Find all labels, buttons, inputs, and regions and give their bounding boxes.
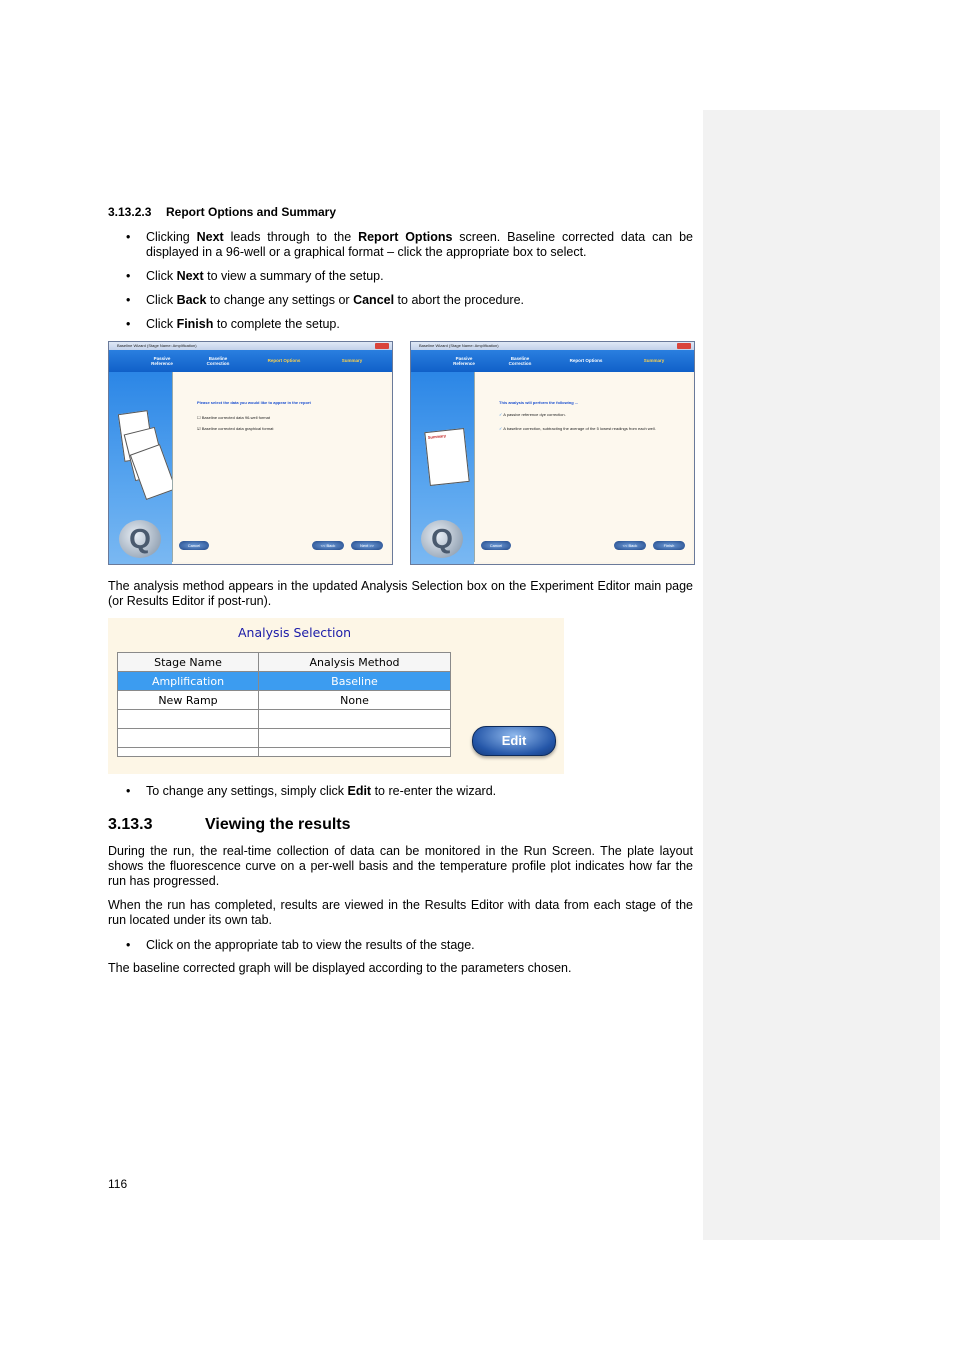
paragraph-baseline-graph: The baseline corrected graph will be displayed according to the parameters chosen. — [108, 961, 572, 975]
q-logo-icon: Q — [421, 520, 463, 558]
back-button[interactable]: << Back — [312, 541, 344, 550]
wizard-prompt: This analysis will perform the following ... — [499, 400, 579, 405]
wizard-main-panel — [474, 372, 692, 562]
bullet-list-top — [108, 230, 693, 341]
step-report-options: Report Options — [569, 358, 603, 363]
bullet-item: • To change any settings, simply click Edit to re-enter the wizard. — [108, 784, 693, 799]
wizard-steps — [411, 350, 694, 372]
table-row-empty — [118, 710, 451, 729]
bullet-item: • Click Next to view a summary of the setup. — [108, 269, 693, 284]
wizard-screenshot-summary — [410, 341, 695, 565]
section-heading-3-13-3 — [108, 816, 351, 834]
check-icon: ✓ — [499, 426, 503, 431]
bullet-list-edit — [108, 784, 693, 808]
option-graphical[interactable]: ☑ Baseline corrected data graphical format — [197, 426, 274, 431]
next-button[interactable]: Next >> — [351, 541, 383, 550]
wizard-main-panel — [172, 372, 390, 562]
bullet-item: • Clicking Next leads through to the Report Options screen. Baseline corrected data can be displayed in a 96-well or a graphical format – click the appropriate box to select. — [108, 230, 693, 260]
cell-analysis-method: Baseline — [259, 672, 451, 691]
wizard-sidebar — [411, 372, 474, 564]
summary-item: ✓ A baseline correction, subtracting the average of the 5 lowest readings from each well. — [499, 426, 656, 431]
bullet-item: • Click on the appropriate tab to view the results of the stage. — [108, 938, 693, 953]
table-row[interactable] — [118, 691, 451, 710]
step-passive-reference: Passive Reference — [453, 356, 475, 366]
report-document-icon — [130, 444, 176, 500]
summary-item: ✓ A passive reference dye correction. — [499, 412, 566, 417]
summary-label: Summary — [427, 433, 447, 440]
step-summary: Summary — [643, 358, 665, 363]
step-baseline-correction: Baseline Correction — [508, 356, 532, 366]
cell-stage-name: Amplification — [118, 672, 259, 691]
wizard-prompt: Please select the data you would like to appear in the report — [197, 400, 311, 405]
column-header-stage-name: Stage Name — [118, 653, 259, 672]
summary-document-icon — [424, 428, 469, 486]
edit-button[interactable]: Edit — [472, 726, 556, 756]
cancel-button[interactable]: Cancel — [179, 541, 209, 550]
paragraph-results-editor: When the run has completed, results are viewed in the Results Editor with data from each stage of the run located under its own tab. — [108, 898, 693, 927]
wizard-sidebar — [109, 372, 172, 564]
finish-button[interactable]: Finish — [653, 541, 685, 550]
page-number: 116 — [108, 1177, 128, 1191]
cancel-button[interactable]: Cancel — [481, 541, 511, 550]
table-row-empty — [118, 729, 451, 748]
section-number: 3.13.2.3 — [108, 205, 152, 219]
table-header-row — [118, 653, 451, 672]
step-baseline-correction: Baseline Correction — [206, 356, 230, 366]
comment-margin — [703, 110, 940, 1240]
paragraph-analysis-method: The analysis method appears in the updated Analysis Selection box on the Experiment Editor main page (or Results Editor if post-run). — [108, 579, 693, 608]
step-summary: Summary — [341, 358, 363, 363]
check-icon: ✓ — [499, 412, 503, 417]
analysis-selection-panel — [108, 618, 564, 774]
wizard-screenshot-report-options — [108, 341, 393, 565]
bullet-list-tab — [108, 938, 693, 962]
close-icon — [375, 343, 389, 349]
section-title: Report Options and Summary — [166, 205, 337, 219]
bullet-item: • Click Back to change any settings or Cancel to abort the procedure. — [108, 293, 693, 308]
section-heading-3-13-2-3 — [108, 205, 336, 219]
bullet-item: • Click Finish to complete the setup. — [108, 317, 693, 332]
window-titlebar: Baseline Wizard (Stage Name: Amplification) — [411, 342, 694, 350]
section-title: Viewing the results — [205, 816, 351, 833]
step-report-options: Report Options — [267, 358, 301, 363]
analysis-selection-title: Analysis Selection — [238, 625, 352, 640]
paragraph-run-monitoring: During the run, the real-time collection of data can be monitored in the Run Screen. The plate layout shows the fluorescence curve on a per-well basis and the temperature profile plot indicates how far the run has progressed. — [108, 844, 693, 888]
close-icon — [677, 343, 691, 349]
q-logo-icon: Q — [119, 520, 161, 558]
step-passive-reference: Passive Reference — [151, 356, 173, 366]
cell-stage-name: New Ramp — [118, 691, 259, 710]
section-number: 3.13.3 — [108, 816, 153, 833]
cell-analysis-method: None — [259, 691, 451, 710]
back-button[interactable]: << Back — [614, 541, 646, 550]
wizard-steps — [109, 350, 392, 372]
table-row-empty — [118, 748, 451, 757]
window-titlebar: Baseline Wizard (Stage Name: Amplification) — [109, 342, 392, 350]
analysis-table — [117, 652, 451, 757]
option-96-well[interactable]: ☐ Baseline corrected data 96-well format — [197, 415, 270, 420]
table-row[interactable] — [118, 672, 451, 691]
column-header-analysis-method: Analysis Method — [259, 653, 451, 672]
